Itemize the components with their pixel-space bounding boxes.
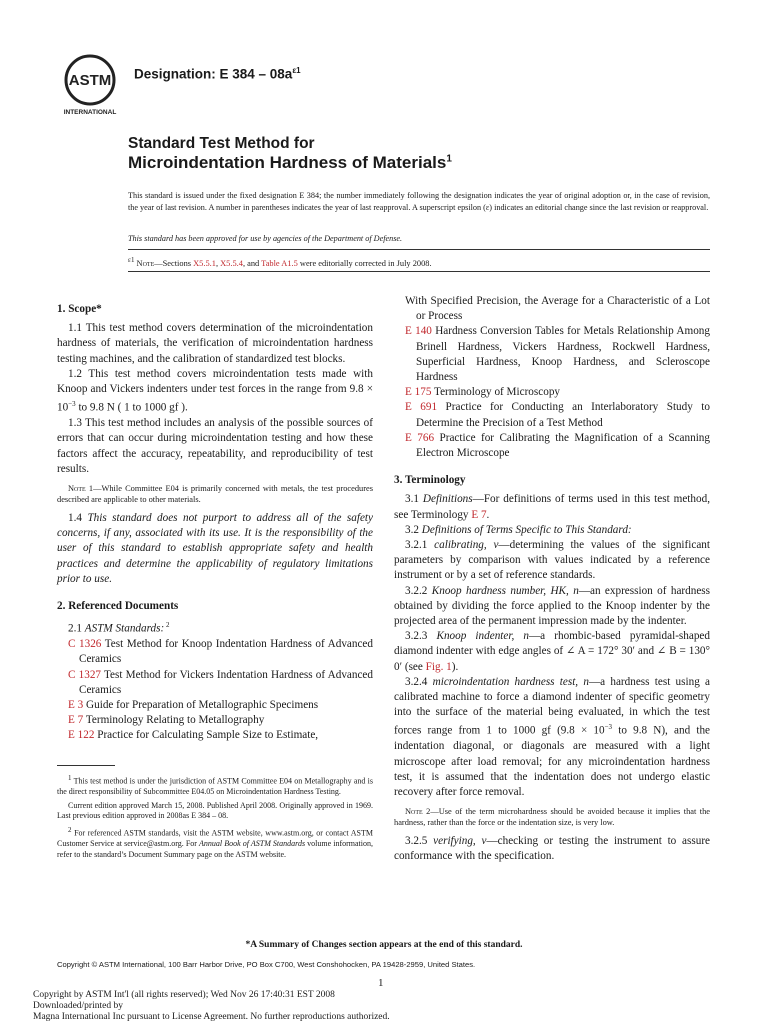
figure-link[interactable]: Fig. 1 (425, 660, 452, 673)
page-number: 1 (378, 977, 384, 989)
title-line-2: Microindentation Hardness of Materials$^1$ (128, 153, 452, 172)
paragraph: 3.2.1 calibrating, v—determining the values of the significant parameters by comparison with values indicated by a reference instrument or by a set of reference standards. (394, 539, 710, 582)
paragraph: 1.4 This standard does not purport to address all of the safety concerns, if any, associated with its use. It is the responsibility of the user of this standard to establish appropriate safety and health practices and determine the applicability of regulatory limitations prior to use. (57, 511, 374, 585)
note: Note 2—Use of the term microhardness should be avoided because it implies that the hardness, rather than the force or the indentation size, is very low. (394, 807, 710, 828)
paragraph: 2.1 ASTM Standards: $^2$ (68, 621, 170, 635)
logo-text: ASTM (68, 72, 112, 89)
divider (128, 271, 710, 272)
link-table-a15[interactable]: Table A1.5 (261, 258, 298, 268)
reference-item: E 175 Terminology of Microscopy (405, 386, 561, 399)
print-notice: Copyright by ASTM Int'l (all rights reserved); Wed Nov 26 17:40:31 EST 2008 Downloaded/printed by Magna International Inc pursuant to License Agreement. No further reproductions authorized. (33, 990, 390, 1022)
reference-item: E 766 Practice for Calibrating the Magnification of a Scanning Electron Microscope (405, 431, 710, 460)
ref-link[interactable]: E 691 (405, 401, 438, 414)
divider (128, 249, 710, 250)
summary-note: *A Summary of Changes section appears at the end of this standard. (245, 940, 523, 950)
approval-statement: This standard has been approved for use by agencies of the Department of Defense. (128, 234, 403, 243)
paragraph: 3.1 Definitions—For definitions of terms used in this test method, see Terminology E 7. (394, 493, 710, 521)
paragraph: 3.2.3 Knoop indenter, n—a rhombic-based pyramidal-shaped diamond indenter with edge angles of ∠ A = 172° 30′ and ∠ B = 130° 0′ (see Fig. 1). (394, 630, 710, 673)
ref-link[interactable]: E 140 (405, 325, 432, 338)
ref-link[interactable]: E 7 (471, 508, 487, 521)
ref-link[interactable]: C 1326 (68, 638, 102, 651)
footnote: $^2$ For referenced ASTM standards, visit the ASTM website, www.astm.org, or contact ASTM Customer Service at service@astm.org. For Annual Book of ASTM Standards volume information, refer to the standard’s Document Summary page on the ASTM website. (57, 826, 374, 859)
section-heading: 1. Scope* (57, 303, 102, 315)
reference-item: E 691 Practice for Conducting an Interlaboratory Study to Determine the Precision of a Test Method (405, 401, 710, 429)
copyright: Copyright © ASTM International, 100 Barr Harbor Drive, PO Box C700, West Conshohocken, PA 19428-2959, United States. (57, 960, 476, 969)
reference-item: E 3 Guide for Preparation of Metallographic Specimens (68, 698, 319, 711)
reference-item: C 1327 Test Method for Vickers Indentation Hardness of Advanced Ceramics (68, 668, 373, 696)
ref-link[interactable]: C 1327 (68, 668, 102, 681)
link-x554[interactable]: X5.5.4 (220, 258, 243, 268)
footnote: $^1$ This test method is under the jurisdiction of ASTM Committee E04 on Metallography and is the direct responsibility of Subcommittee E04.05 on Microindentation Hardness Testing. (57, 774, 373, 797)
astm-logo (58, 52, 122, 116)
ref-link[interactable]: E 7 (68, 714, 84, 727)
reference-item: E 122 Practice for Calculating Sample Size to Estimate, (68, 729, 319, 742)
note: Note 1—While Committee E04 is primarily concerned with metals, the test procedures described are applicable to other materials. (57, 483, 373, 504)
paragraph: 3.2.2 Knoop hardness number, HK, n—an expression of hardness obtained by dividing the force applied to the Knoop indenter by the projected area of the permanent impression made by the indenter. (394, 584, 711, 628)
reference-item: E 7 Terminology Relating to Metallography (68, 714, 265, 727)
ref-link[interactable]: E 122 (68, 729, 95, 742)
right-column (394, 294, 710, 865)
preamble: This standard is issued under the fixed designation E 384; the number immediately following the designation indicates the year of original adoption or, in the case of revision, the year of last revision. A number in parentheses indicates the year of last reapproval. A superscript epsilon (ε) indicates an editorial change since the last revision or reapproval. (128, 191, 710, 212)
footnote: Current edition approved March 15, 2008. Published April 2008. Originally approved in 1969. Last previous edition approved in 2008as E 384 – 08. (57, 800, 373, 821)
paragraph: 3.2.5 verifying, v—checking or testing the instrument to assure conformance with the specification. (394, 835, 711, 863)
reference-continuation: With Specified Precision, the Average for a Characteristic of a Lot or Process (405, 295, 710, 323)
ref-link[interactable]: E 766 (405, 431, 435, 444)
ref-link[interactable]: E 175 (405, 386, 432, 399)
paragraph: 3.2.4 microindentation hardness test, n—a hardness test using a calibrated machine to force a diamond indenter of specific geometry into the surface of the material being evaluated, in which the test forces range from 1 to 1000 gf ($9.8 \times 10^{-3}$ to 9.8 N), and the indentation diagonal, or diagonals are measured with a light microscope after load removal; for any microindentation hardness test, it is assumed that the indentation does not undergo elastic recovery after force removal. (394, 675, 711, 799)
footnote-divider (57, 765, 115, 766)
footnotes (57, 773, 373, 863)
paragraph: 1.1 This test method covers determination of the microindentation hardness of materials, the verification of microindentation hardness testing machines, and the calibration of standardized test blocks. (57, 322, 373, 365)
reference-item: C 1326 Test Method for Knoop Indentation Hardness of Advanced Ceramics (68, 638, 373, 666)
title-line-1: Standard Test Method for (128, 135, 315, 152)
paragraph: 3.2 Definitions of Terms Specific to This Standard: (405, 523, 632, 536)
ref-link[interactable]: E 3 (68, 698, 84, 711)
section-heading: 2. Referenced Documents (57, 599, 179, 612)
left-column (57, 294, 373, 744)
reference-item: E 140 Hardness Conversion Tables for Metals Relationship Among Brinell Hardness, Vickers Hardness, Rockwell Hardness, Superficial Hardness, Knoop Hardness, and Scleroscope Hardness (405, 325, 710, 384)
link-x551[interactable]: X5.5.1 (193, 258, 216, 268)
paragraph: 1.3 This test method includes an analysis of the possible sources of errors that can occur during microindentation testing and how these factors affect the accuracy, repeatability, and reproducibility of test results. (57, 417, 373, 475)
designation: Designation: E $384 - 08a^{\varepsilon 1}$ (134, 66, 301, 82)
logo-subtext: INTERNATIONAL (63, 109, 117, 116)
section-heading: 3. Terminology (394, 474, 466, 487)
paragraph: 1.2 This test method covers microindentation tests made with Knoop and Vickers indenters under test forces in the range from $9.8 \times 10^{-3}$ to 9.8 N ( 1 to 1000 gf ). (57, 367, 373, 414)
editorial-note: $^{\varepsilon 1}$ Note—Sections X5.5.1, X5.5.4, and Table A1.5 were editorially corrected in July 2008. (128, 256, 432, 268)
